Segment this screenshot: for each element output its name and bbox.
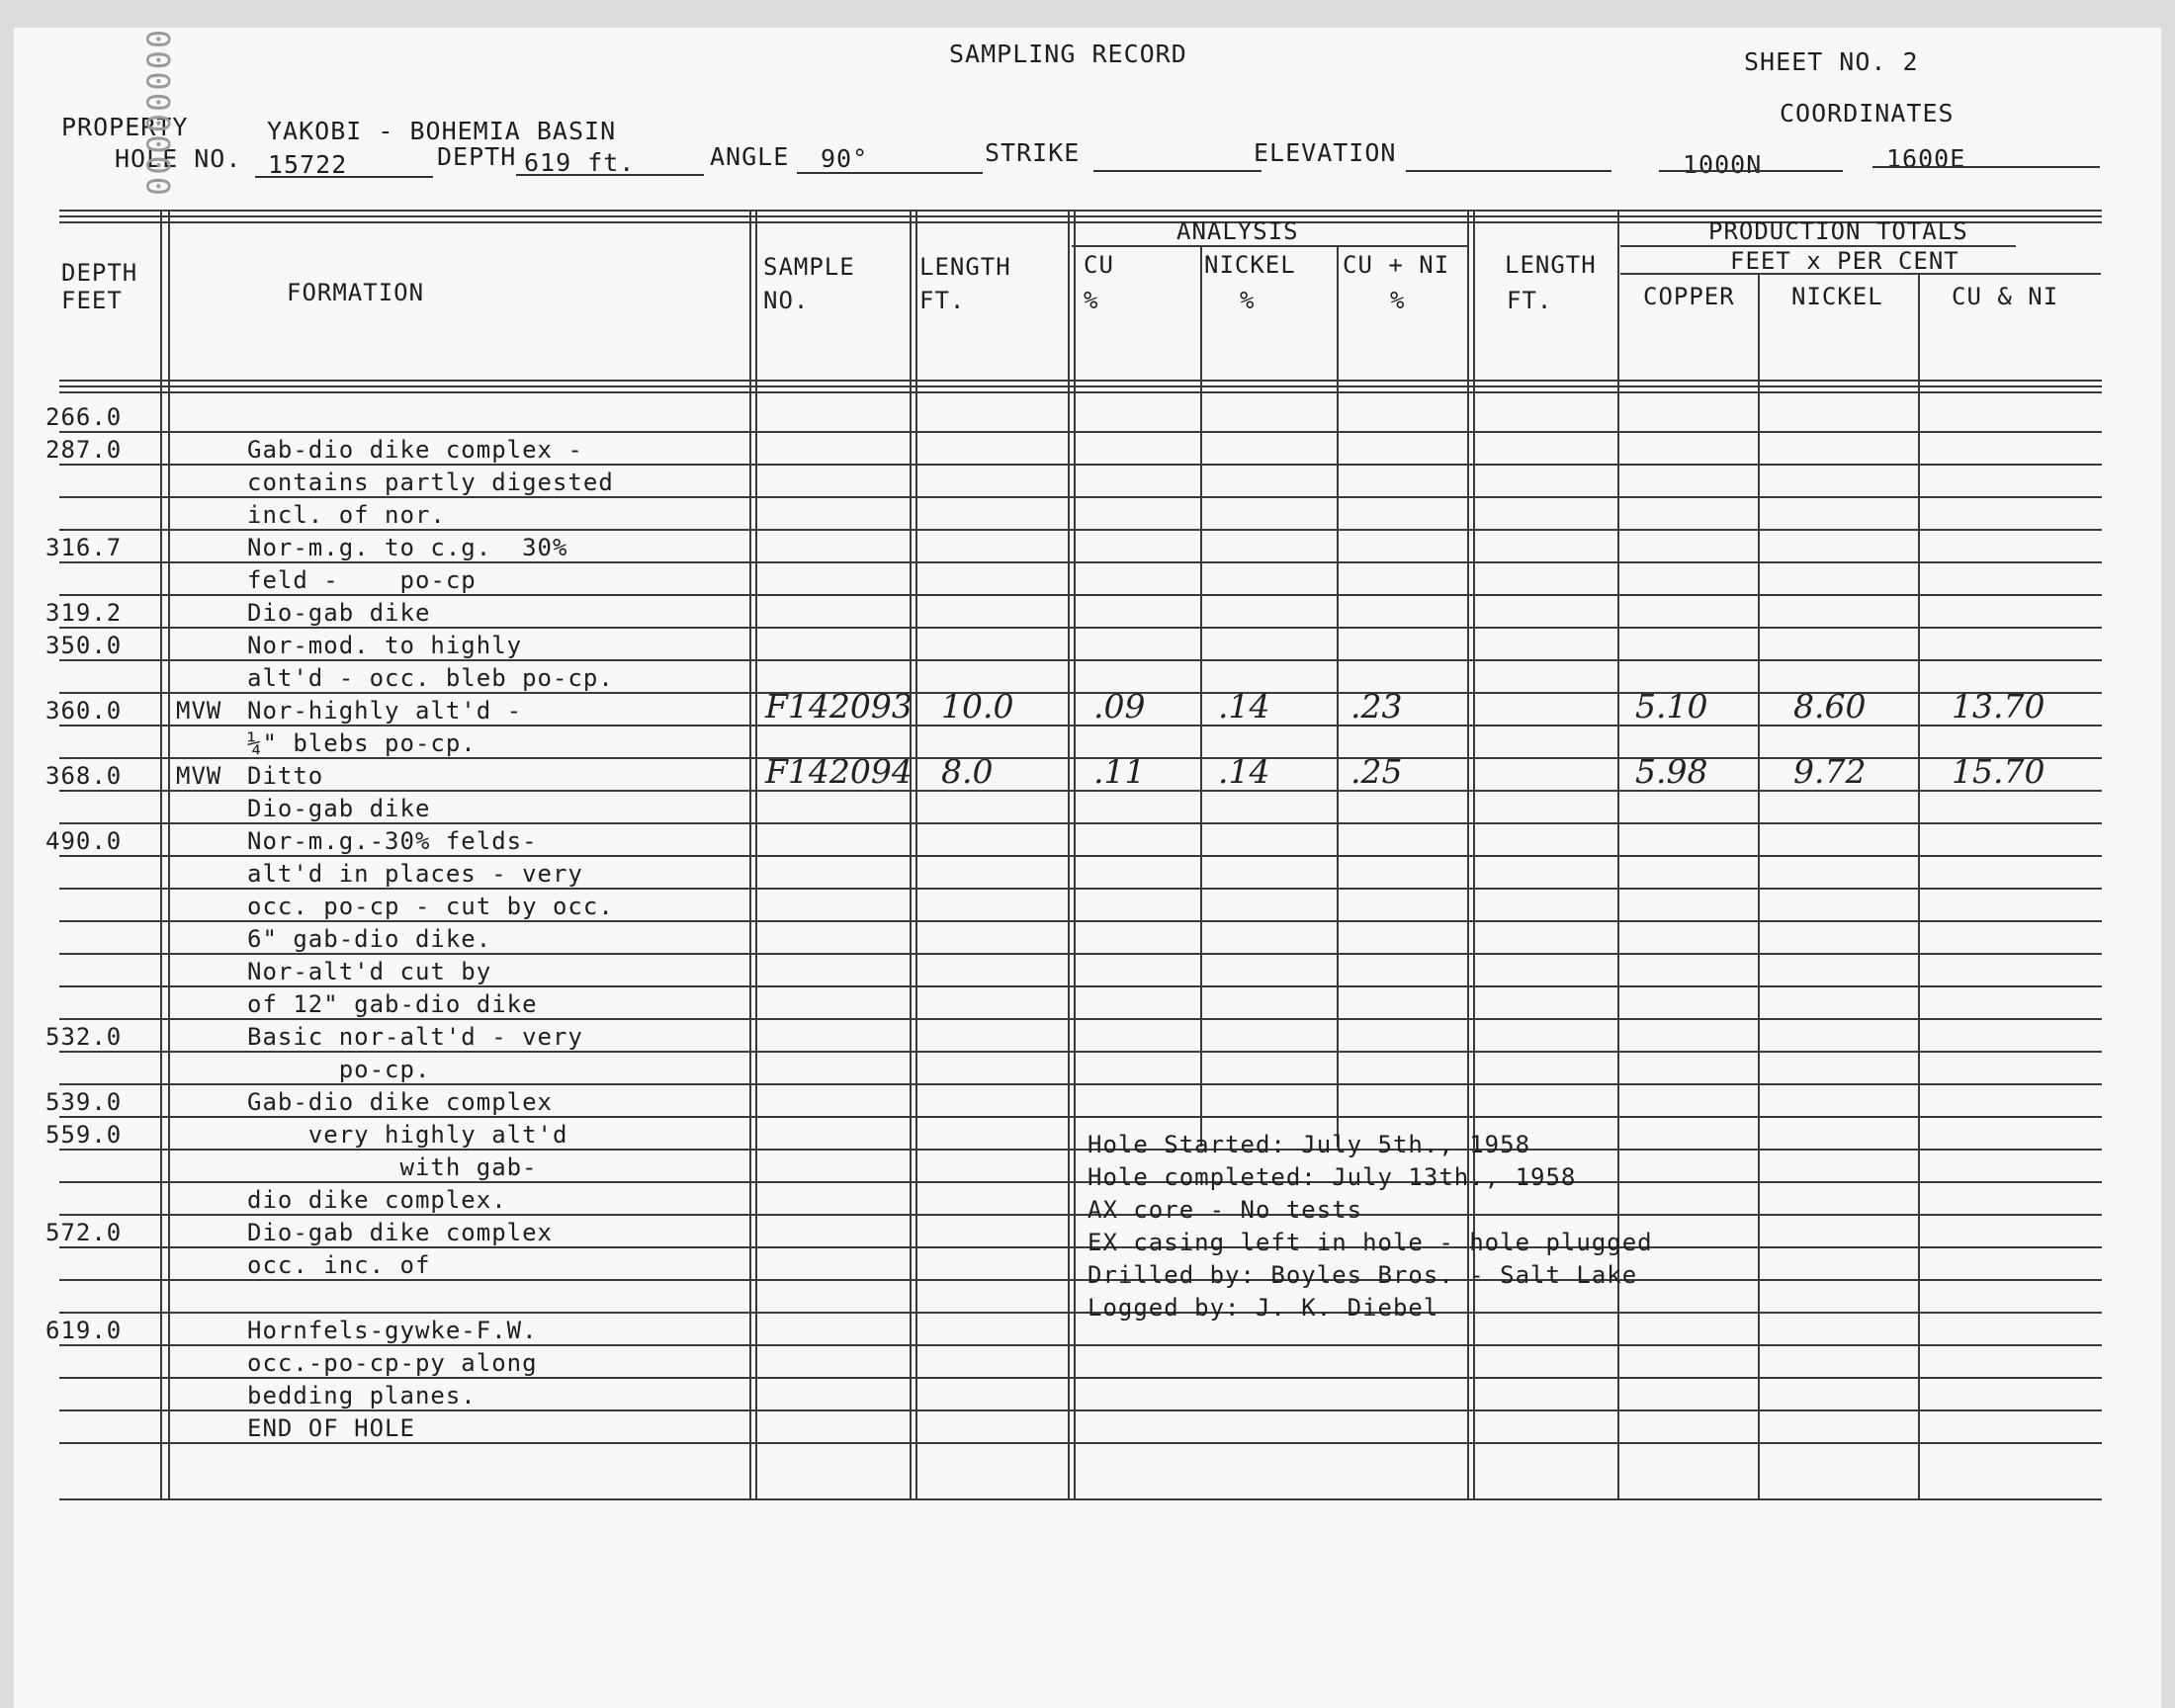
formation-cell: Nor-m.g. to c.g. 30% <box>247 534 568 561</box>
col-divider-nickel <box>1337 247 1339 1147</box>
coordinate-north: 1000N <box>1683 150 1763 179</box>
formation-cell: Dio-gab dike <box>247 599 431 627</box>
row-rule <box>59 1116 2102 1118</box>
formation-cell: Nor-alt'd cut by <box>247 958 492 985</box>
nickel-total-cell: 9.72 <box>1793 752 1867 791</box>
cu-ni-total-cell: 13.70 <box>1952 687 2045 726</box>
depth-cell: 266.0 <box>45 403 123 431</box>
formation-cell: contains partly digested <box>247 469 614 496</box>
elevation-underline <box>1406 170 1611 172</box>
sampling-record-sheet <box>14 28 2161 1708</box>
row-rule <box>59 1312 2102 1314</box>
header-bottom-rule-2 <box>59 385 2102 387</box>
row-rule <box>59 1409 2102 1411</box>
depth-cell: 559.0 <box>45 1121 123 1149</box>
cu-ni-percent-cell: .25 <box>1350 752 1403 791</box>
formation-cell: bedding planes. <box>247 1382 477 1409</box>
header-bottom-rule-1 <box>59 380 2102 382</box>
col-header-cuni-1: CU + NI <box>1343 251 1450 279</box>
strike-label: STRIKE <box>985 138 1081 167</box>
note-line: AX core - No tests <box>1088 1196 1363 1224</box>
formation-cell: of 12" gab-dio dike <box>247 990 538 1018</box>
formation-cell: alt'd - occ. bleb po-cp. <box>247 664 614 692</box>
col-divider-analysis-a <box>1467 210 1469 1498</box>
row-rule <box>59 888 2102 890</box>
row-rule <box>59 1051 2102 1053</box>
formation-cell: feld - po-cp <box>247 566 477 594</box>
row-rule <box>59 855 2102 857</box>
col-header-nickel-1: NICKEL <box>1204 251 1296 279</box>
depth-cell: 572.0 <box>45 1219 123 1246</box>
formation-cell: occ.-po-cp-py along <box>247 1349 538 1377</box>
sheet-number: SHEET NO. 2 <box>1744 47 1919 76</box>
row-rule <box>59 529 2102 531</box>
nickel-total-cell: 8.60 <box>1793 687 1867 726</box>
hole-underline <box>255 176 433 178</box>
formation-cell: 6" gab-dio dike. <box>247 925 492 953</box>
analysis-rule <box>1072 245 1467 247</box>
col-header-cu-and-ni: CU & NI <box>1952 283 2059 310</box>
cu-percent-cell: .11 <box>1093 752 1146 791</box>
formation-cell: Gab-dio dike complex <box>247 1088 553 1116</box>
depth-value: 619 ft. <box>524 148 636 177</box>
depth-cell: 539.0 <box>45 1088 123 1116</box>
property-label: PROPERTY <box>61 113 189 141</box>
depth-cell: 360.0 <box>45 697 123 725</box>
sample-no-cell: F142094 <box>765 752 913 791</box>
row-rule <box>59 1377 2102 1379</box>
formation-cell: Nor-mod. to highly <box>247 632 523 659</box>
col-header-nickel-2: % <box>1240 287 1256 314</box>
hole-label: HOLE NO. <box>115 144 242 173</box>
note-line: Hole Started: July 5th., 1958 <box>1088 1131 1531 1158</box>
note-line: Drilled by: Boyles Bros. - Salt Lake <box>1088 1261 1638 1289</box>
formation-cell: Nor-m.g.-30% felds- <box>247 827 538 855</box>
cu-ni-total-cell: 15.70 <box>1952 752 2045 791</box>
col-header-length-2: FT. <box>919 287 966 314</box>
table-bottom-rule <box>59 1498 2102 1500</box>
row-rule <box>59 822 2102 824</box>
row-rule <box>59 1181 2102 1183</box>
row-rule <box>59 1246 2102 1248</box>
col-header-formation: FORMATION <box>287 279 425 306</box>
col-header-sample-1: SAMPLE <box>763 253 855 281</box>
col-divider-cu <box>1200 247 1202 1147</box>
row-rule <box>59 561 2102 563</box>
depth-cell: 619.0 <box>45 1317 123 1344</box>
depth-cell: 316.7 <box>45 534 123 561</box>
col-header-cu-2: % <box>1084 287 1099 314</box>
col-divider-length-a <box>1068 210 1070 1498</box>
cu-percent-cell: .09 <box>1093 687 1146 726</box>
code-cell: MVW <box>176 762 222 790</box>
formation-cell: Ditto <box>247 762 324 790</box>
col-header-prod-nickel: NICKEL <box>1791 283 1883 310</box>
row-rule <box>59 1344 2102 1346</box>
coordinates-label: COORDINATES <box>1780 99 1955 128</box>
formation-cell: alt'd in places - very <box>247 860 583 888</box>
sample-length-cell: 8.0 <box>941 752 994 791</box>
col-header-sample-2: NO. <box>763 287 810 314</box>
code-cell: MVW <box>176 697 222 725</box>
col-divider-length2 <box>1617 210 1619 1498</box>
col-header-copper: COPPER <box>1643 283 1735 310</box>
coordinate-east-underline <box>1872 166 2100 168</box>
row-rule <box>59 985 2102 987</box>
coordinate-east: 1600E <box>1886 144 1966 173</box>
page-title: SAMPLING RECORD <box>949 40 1187 68</box>
formation-cell: with gab- <box>247 1153 538 1181</box>
hole-value: 15722 <box>268 150 348 179</box>
angle-underline <box>797 172 983 174</box>
header-bottom-rule-3 <box>59 391 2102 393</box>
formation-cell: Hornfels-gywke-F.W. <box>247 1317 538 1344</box>
formation-cell: occ. po-cp - cut by occ. <box>247 893 614 920</box>
depth-cell: 287.0 <box>45 436 123 464</box>
formation-cell: dio dike complex. <box>247 1186 507 1214</box>
col-divider-analysis-b <box>1473 210 1475 1498</box>
row-rule <box>59 464 2102 466</box>
formation-cell: Dio-gab dike <box>247 795 431 822</box>
col-divider-prod-nickel <box>1918 275 1920 1498</box>
row-rule <box>59 920 2102 922</box>
side-stamp: 00000000 <box>140 27 178 196</box>
col-header-depth-2: FEET <box>61 287 123 314</box>
angle-label: ANGLE <box>710 142 790 171</box>
col-divider-sample-a <box>910 210 912 1498</box>
row-rule <box>59 659 2102 661</box>
col-divider-sample-b <box>915 210 917 1498</box>
formation-cell: END OF HOLE <box>247 1414 415 1442</box>
formation-cell: ¼" blebs po-cp. <box>247 729 477 757</box>
nickel-percent-cell: .14 <box>1218 752 1270 791</box>
row-rule <box>59 627 2102 629</box>
row-rule <box>59 953 2102 955</box>
depth-cell: 368.0 <box>45 762 123 790</box>
strike-underline <box>1093 170 1262 172</box>
col-header-depth-1: DEPTH <box>61 259 138 287</box>
sample-length-cell: 10.0 <box>941 687 1014 726</box>
row-rule <box>59 594 2102 596</box>
depth-cell: 319.2 <box>45 599 123 627</box>
col-header-length-1: LENGTH <box>919 253 1011 281</box>
formation-cell: incl. of nor. <box>247 501 446 529</box>
col-header-cuni-2: % <box>1390 287 1406 314</box>
depth-cell: 350.0 <box>45 632 123 659</box>
table-top-rule-1 <box>59 210 2102 212</box>
row-rule <box>59 1018 2102 1020</box>
col-header-length2-2: FT. <box>1507 287 1553 314</box>
copper-total-cell: 5.98 <box>1635 752 1708 791</box>
depth-cell: 532.0 <box>45 1023 123 1051</box>
col-header-analysis: ANALYSIS <box>1176 217 1299 245</box>
col-divider-depth-a <box>160 210 162 1498</box>
elevation-label: ELEVATION <box>1254 138 1397 167</box>
formation-cell: Dio-gab dike complex <box>247 1219 553 1246</box>
angle-value: 90° <box>821 144 869 173</box>
depth-underline <box>516 174 704 176</box>
formation-cell: po-cp. <box>247 1056 431 1083</box>
formation-cell: Basic nor-alt'd - very <box>247 1023 583 1051</box>
note-line: EX casing left in hole - hole plugged <box>1088 1229 1653 1256</box>
row-rule <box>59 1279 2102 1281</box>
formation-cell: Gab-dio dike complex - <box>247 436 583 464</box>
col-divider-depth-b <box>168 210 170 1498</box>
formation-cell: occ. inc. of <box>247 1251 431 1279</box>
col-header-length2-1: LENGTH <box>1505 251 1597 279</box>
col-header-production-1: PRODUCTION TOTALS <box>1708 217 1968 245</box>
col-header-production-2: FEET x PER CENT <box>1730 247 1959 275</box>
col-divider-length-b <box>1074 210 1076 1498</box>
depth-cell: 490.0 <box>45 827 123 855</box>
depth-label: DEPTH <box>437 142 517 171</box>
nickel-percent-cell: .14 <box>1218 687 1270 726</box>
cu-ni-percent-cell: .23 <box>1350 687 1403 726</box>
note-line: Logged by: J. K. Diebel <box>1088 1294 1439 1322</box>
note-line: Hole completed: July 13th., 1958 <box>1088 1163 1577 1191</box>
row-rule <box>59 496 2102 498</box>
row-rule <box>59 431 2102 433</box>
formation-cell: very highly alt'd <box>247 1121 568 1149</box>
copper-total-cell: 5.10 <box>1635 687 1708 726</box>
sample-no-cell: F142093 <box>765 687 913 726</box>
formation-cell: Nor-highly alt'd - <box>247 697 523 725</box>
col-header-cu-1: CU <box>1084 251 1114 279</box>
col-divider-copper <box>1758 275 1760 1498</box>
row-rule <box>59 1214 2102 1216</box>
col-divider-formation-a <box>749 210 751 1498</box>
row-rule <box>59 1442 2102 1444</box>
coordinate-north-underline <box>1659 170 1843 172</box>
property-value: YAKOBI - BOHEMIA BASIN <box>267 117 617 145</box>
col-divider-formation-b <box>755 210 757 1498</box>
row-rule <box>59 1083 2102 1085</box>
row-rule <box>59 1149 2102 1151</box>
